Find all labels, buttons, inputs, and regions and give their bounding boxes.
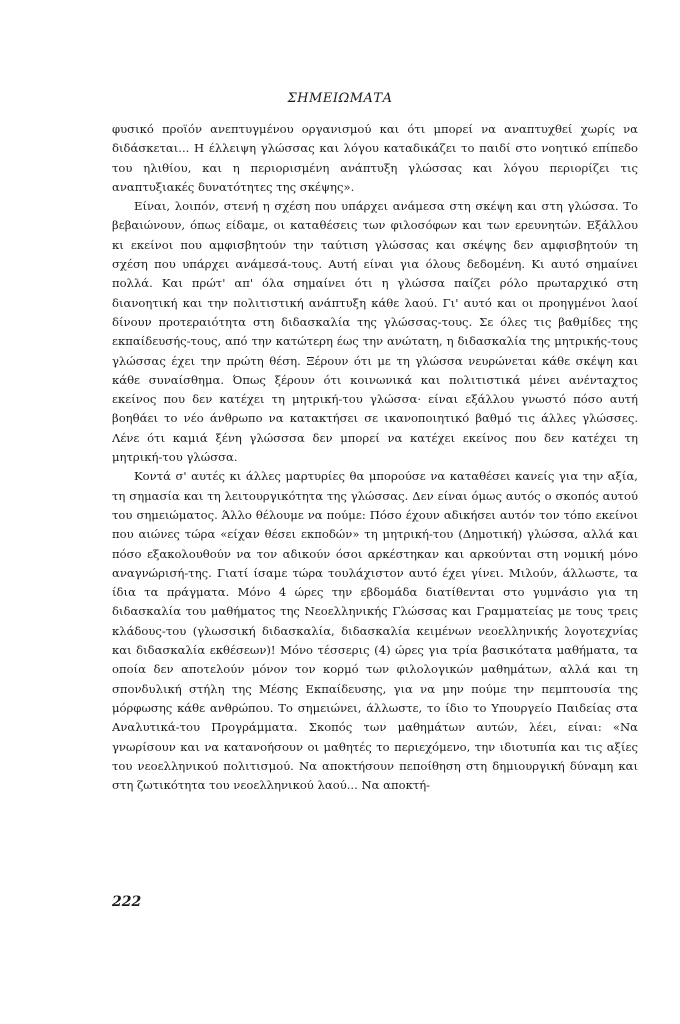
paragraph-1: φυσικό προϊόν ανεπτυγμένου οργανισμού και ότι μπορεί να αναπτυχθεί χωρίς να διδάσκεται... Η έλλειψη γλώσσας και λόγου καταδικάζει το παιδί στο νοητικό επίπεδο του ηλιθίου, και η περιορισμένη ανάπτυξη γλώσσας και λόγου περιορίζει τις αναπτυξιακές δυνατότητες της σκέψης». [112,122,638,194]
running-head: ΣΗΜΕΙΩΜΑΤΑ [287,91,393,106]
page-number: 222 [112,894,142,910]
paragraph-3: Κοντά σ' αυτές κι άλλες μαρτυρίες θα μπορούσε να καταθέσει κανείς για την αξία, τη σημασία και τη λειτουργικότητα της γλώσσας. Δεν είναι όμως αυτός ο σκοπός αυτού του σημειώματος. Άλλο θέλουμε να πούμε: Πόσο έχουν αδικήσει αυτόν τον τόπο εκείνοι που αιώνες τώρα «είχαν θέσει εκποδών» τη μητρική-του (Δημοτική) γλώσσα, αλλά και πόσο εξακολουθούν να τον αδικούν όσοι αρκέστηκαν και αρκούνται στη νομική μόνο αναγνώρισή-της. Γιατί ίσαμε τώρα τουλάχιστον αυτό έχει γίνει. Μιλούν, άλλωστε, τα ίδια τα πράγματα. Μόνο 4 ώρες την εβδομάδα διατίθενται στο γυμνάσιο για τη διδασκαλία του μαθήματος της Νεοελληνικής Γλώσσας και Γραμματείας με τους τρεις κλάδους-του (γλωσσική διδασκαλία, διδασκαλία κειμένων νεοελληνικής λογοτεχνίας και διδασκαλία εκθέσεων)! Μόνο τέσσερις (4) ώρες για τρία βασικότατα μαθήματα, τα οποία δεν αποτελούν μόνον τον κορμό των φιλολογικών μαθημάτων, αλλά και τη σπονδυλική στήλη της Μέσης Εκπαίδευσης, για να μην πούμε την πεμπτουσία της μόρφωσης κάθε ανθρώπου. Το σημειώνει, άλλωστε, το ίδιο το Υπουργείο Παιδείας στα Αναλυτικά-του Προγράμματα. Σκοπός των μαθημάτων αυτών, λέει, είναι: «Να γνωρίσουν και να κατανοήσουν οι μαθητές το περιεχόμενο, την ιδιοτυπία και τις αξίες του νεοελληνικού πολιτισμού. Να αποκτήσουν πεποίθηση στη δημιουργική δύναμη και στη ζωτικότητα του νεοελληνικού λαού... Να αποκτή- [112,469,638,793]
body-text [112,120,638,795]
paragraph-2: Είναι, λοιπόν, στενή η σχέση που υπάρχει ανάμεσα στη σκέψη και στη γλώσσα. Το βεβαιώνουν, όπως είδαμε, οι καταθέσεις των φιλοσόφων και των ερευνητών. Εξάλλου κι εκείνοι που αμφισβητούν την ταύτιση γλώσσας και σκέψης δεν αμφισβητούν τη σχέση που υπάρχει ανάμεσά-τους. Αυτή είναι για όλους δεδομένη. Κι αυτό σημαίνει πολλά. Και πρώτ' απ' όλα σημαίνει ότι η γλώσσα παίζει ρόλο πρωταρχικό στη διανοητική και την πολιτιστική ανάπτυξη κάθε λαού. Γι' αυτό και οι προηγμένοι λαοί δίνουν προτεραιότητα στη διδασκαλία της γλώσσας-τους. Σε όλες τις βαθμίδες της εκπαίδευσής-τους, από την κατώτερη έως την ανώτατη, η διδασκαλία της μητρικής-τους γλώσσας έχει την πρώτη θέση. Ξέρουν ότι με τη γλώσσα νευρώνεται κάθε σκέψη και κάθε συναίσθημα. Όπως ξέρουν ότι κοινωνικά και πολιτιστικά μένει ανένταχτος εκείνος που δεν κατέχει τη μητρική-του γλώσσα· είναι εξάλλου γνωστό πόσο αυτή βοηθάει το νέο άνθρωπο να κατακτήσει σε ικανοποιητικό βαθμό τις άλλες γλώσσες. Λένε ότι καμιά ξένη γλώσσσα δεν μπορεί να κατέχει εκείνος που δεν κατέχει τη μητρική-του γλώσσα. [112,199,638,465]
